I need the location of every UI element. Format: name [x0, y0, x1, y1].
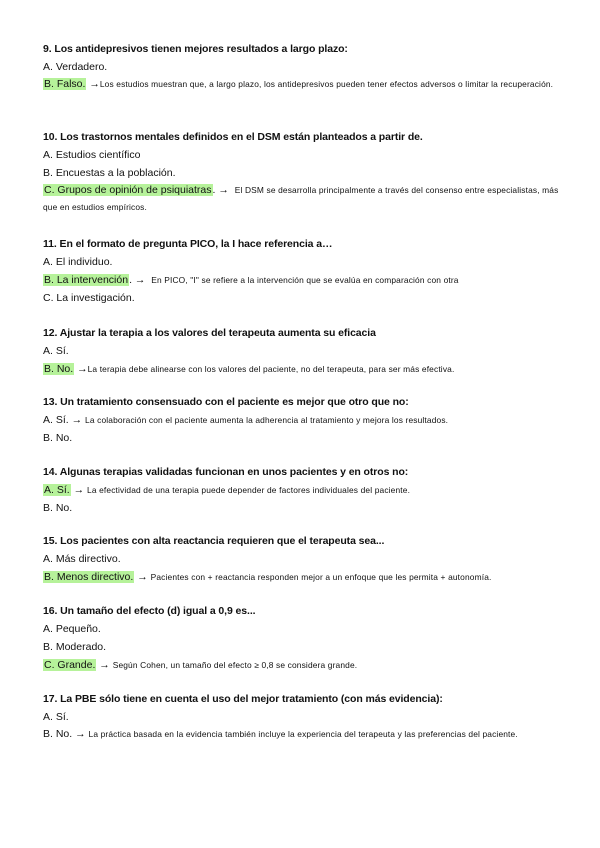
option-explanation: El DSM se desarrolla principalmente a través del consenso entre especialistas, más que en estudios empíricos. — [43, 185, 559, 212]
option-text: B. No. — [43, 728, 73, 740]
option-explanation: La colaboración con el paciente aumenta la adherencia al tratamiento y mejora los resultados. — [85, 415, 449, 425]
option-explanation: La terapia debe alinearse con los valores del paciente, no del terapeuta, para ser más efectiva. — [87, 364, 455, 374]
option-text-highlighted: B. Menos directivo. — [44, 571, 134, 583]
option-text: A. El individuo. — [43, 256, 113, 268]
arrow-icon: → — [134, 274, 146, 286]
question-title: 14. Algunas terapias validadas funcionan en unos pacientes y en otros no: — [43, 466, 409, 478]
question-title: 12. Ajustar la terapia a los valores del terapeuta aumenta su eficacia — [43, 327, 376, 339]
option-explanation: Según Cohen, un tamaño del efecto ≥ 0,8 se considera grande. — [112, 660, 358, 670]
option-text-highlighted: A. Sí. — [44, 484, 70, 496]
option-a — [43, 255, 573, 269]
option-b — [43, 166, 573, 180]
option-b — [43, 501, 573, 515]
option-text-highlighted: B. Falso. — [44, 78, 86, 90]
question-title: 9. Los antidepresivos tienen mejores resultados a largo plazo: — [43, 43, 348, 55]
option-explanation: La práctica basada en la evidencia también incluye la experiencia del terapeuta y las preferencias del paciente. — [88, 729, 518, 739]
question-13 — [43, 395, 573, 445]
option-text: B. Encuestas a la población. — [43, 167, 176, 179]
option-b — [43, 76, 573, 93]
option-text: A. Sí. — [43, 711, 69, 723]
option-a — [43, 344, 573, 358]
question-17 — [43, 692, 573, 743]
option-text-highlighted: C. Grande. — [44, 659, 96, 671]
question-12 — [43, 326, 573, 376]
question-title: 11. En el formato de pregunta PICO, la I hace referencia a… — [43, 238, 333, 250]
option-c — [43, 291, 573, 305]
option-explanation: La efectividad de una terapia puede depender de factores individuales del paciente. — [87, 485, 411, 495]
option-a — [43, 710, 573, 724]
option-explanation: En PICO, "I" se refiere a la intervención que se evalúa en comparación con otra — [151, 275, 459, 285]
option-a — [43, 60, 573, 74]
arrow-icon: → — [73, 484, 85, 496]
option-text: B. No. — [43, 502, 73, 514]
question-9 — [43, 42, 573, 93]
option-a — [43, 148, 573, 162]
option-text-highlighted: B. No. — [44, 363, 74, 375]
option-b — [43, 570, 573, 584]
arrow-icon: → — [99, 659, 110, 671]
option-text: A. Verdadero. — [43, 61, 108, 73]
option-text: A. Estudios científico — [43, 149, 141, 161]
question-14 — [43, 465, 573, 515]
question-title: 16. Un tamaño del efecto (d) igual a 0,9 es... — [43, 605, 256, 617]
option-a — [43, 622, 573, 636]
option-b — [43, 362, 573, 376]
arrow-icon: → — [77, 363, 88, 375]
option-b — [43, 640, 573, 654]
question-title: 17. La PBE sólo tiene en cuenta el uso del mejor tratamiento (con más evidencia): — [43, 693, 443, 705]
arrow-icon: → — [71, 414, 83, 426]
option-text-highlighted: C. Grupos de opinión de psiquiatras — [44, 184, 212, 196]
option-text: B. No. — [43, 432, 73, 444]
question-title: 10. Los trastornos mentales definidos en el DSM están planteados a partir de. — [43, 131, 423, 143]
option-text: A. Sí. — [43, 345, 69, 357]
arrow-icon: → — [89, 78, 100, 90]
question-11 — [43, 237, 573, 305]
option-text: A. Pequeño. — [43, 623, 101, 635]
option-text: A. Más directivo. — [43, 553, 121, 565]
option-explanation: Pacientes con + reactancia responden mejor a un enfoque que les permita + autonomía. — [150, 572, 492, 582]
option-a — [43, 483, 573, 497]
question-title: 13. Un tratamiento consensuado con el paciente es mejor que otro que no: — [43, 396, 409, 408]
option-b: B. La intervención. → En PICO, "I" se refiere a la intervención que se evalúa en comparación con otra — [44, 274, 459, 286]
option-explanation: Los estudios muestran que, a largo plazo, los antidepresivos pueden tener efectos adversos o limitar la recuperación. — [99, 79, 554, 89]
question-title: 15. Los pacientes con alta reactancia requieren que el terapeuta sea... — [43, 535, 385, 547]
option-text: A. Sí. — [43, 414, 69, 426]
option-text-highlighted: B. La intervención — [44, 274, 129, 286]
question-15 — [43, 534, 573, 584]
question-10 — [43, 130, 573, 216]
arrow-icon: → — [218, 184, 229, 196]
option-text: B. Moderado. — [43, 641, 107, 653]
option-b — [43, 431, 573, 445]
option-a — [43, 413, 573, 427]
arrow-icon: → — [75, 728, 86, 740]
option-c — [43, 658, 573, 672]
option-text: C. La investigación. — [43, 292, 135, 304]
question-16 — [43, 604, 573, 672]
option-c: C. Grupos de opinión de psiquiatras. → El DSM se desarrolla principalmente a través del consenso entre especialistas, más que en estudios empíricos. — [43, 184, 559, 212]
arrow-icon: → — [137, 571, 148, 583]
option-b — [43, 726, 573, 743]
option-a — [43, 552, 573, 566]
